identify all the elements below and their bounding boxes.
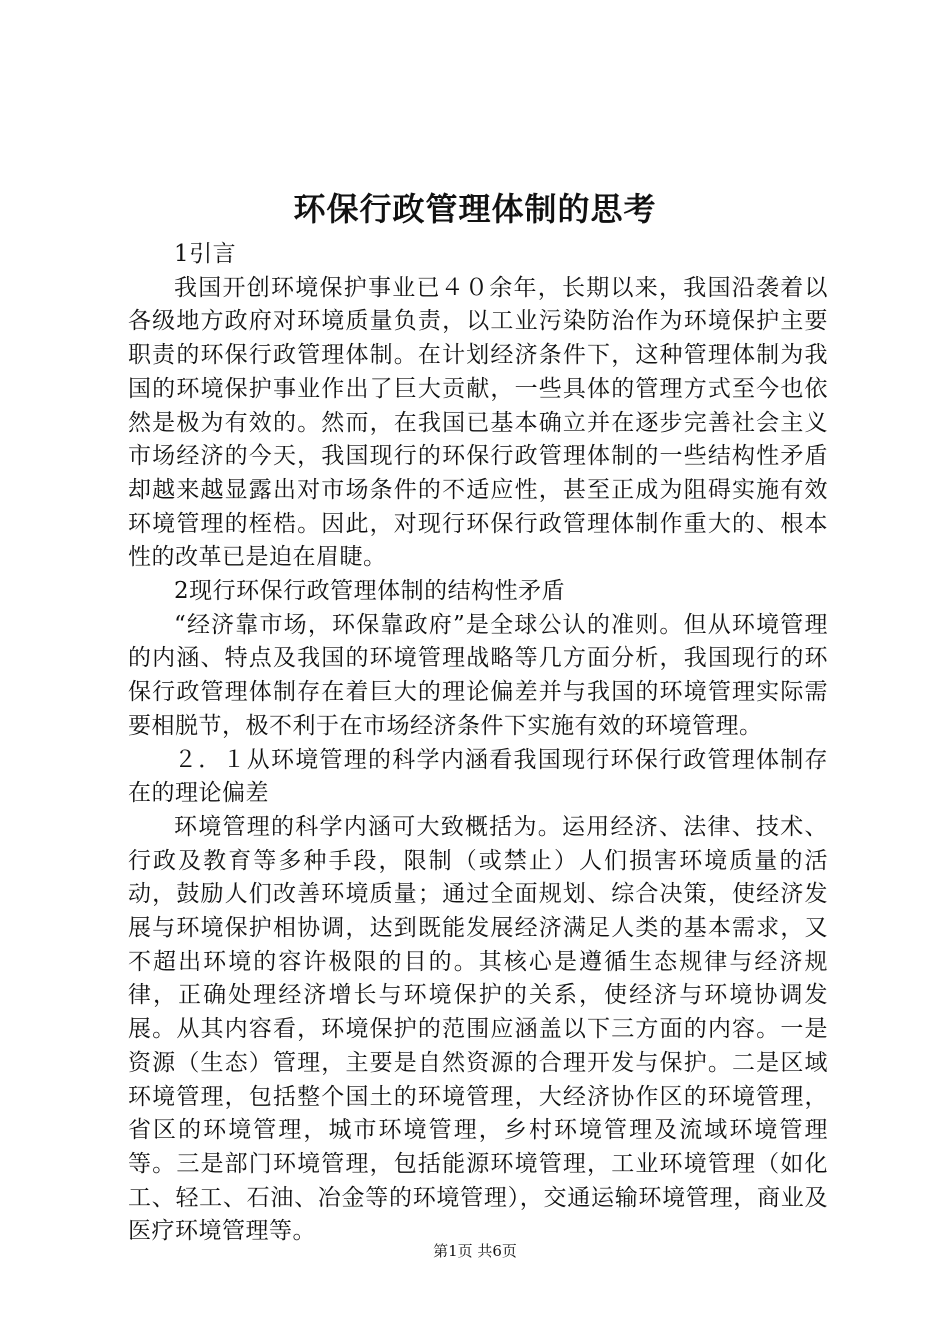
paragraph-environmental-management-connotation: 环境管理的科学内涵可大致概括为。运用经济、法律、技术、行政及教育等多种手段，限制（或禁止）人们损害环境质量的活动，鼓励人们改善环境质量；通过全面规划、综合决策，使经济发展与环境保护相协调，达到既能发展经济满足人类的基本需求，又不超出环境的容许极限的目的。其核心是遵循生态规律与经济规律，正确处理经济增长与环境保护的关系，使经济与环境协调发展。从其内容看，环境保护的范围应涵盖以下三方面的内容。一是资源（生态）管理，主要是自然资源的合理开发与保护。二是区域环境管理，包括整个国土的环境管理，大经济协作区的环境管理，省区的环境管理，城市环境管理，乡村环境管理及流域环境管理等。三是部门环境管理，包括能源环境管理，工业环境管理（如化工、轻工、石油、冶金等的环境管理），交通运输环境管理，商业及医疗环境管理等。: [128, 813, 828, 1245]
section-heading-introduction: 1引言: [174, 241, 237, 267]
section-heading-structural-contradictions: 2现行环保行政管理体制的结构性矛盾: [174, 578, 566, 605]
paragraph-introduction: 我国开创环境保护事业已４０余年，长期以来，我国沿袭着以各级地方政府对环境质量负责，以工业污染防治作为环境保护主要职责的环保行政管理体制。在计划经济条件下，这种管理体制为我国的环境保护事业作出了巨大贡献，一些具体的管理方式至今也依然是极为有效的。然而，在我国已基本确立并在逐步完善社会主义市场经济的今天，我国现行的环保行政管理体制的一些结构性矛盾却越来越显露出对市场条件的不适应性，甚至正成为阻碍实施有效环境管理的桎梏。因此，对现行环保行政管理体制作重大的、根本性的改革已是迫在眉睫。: [128, 274, 828, 571]
page-footer: 第1页 共6页: [433, 1242, 517, 1260]
document-body: [128, 238, 828, 1249]
document-title: 环保行政管理体制的思考: [293, 190, 657, 228]
subsection-heading-theoretical-deviation: ２．１从环境管理的科学内涵看我国现行环保行政管理体制存在的理论偏差: [128, 746, 828, 807]
paragraph-structural-contradictions: “经济靠市场，环保靠政府”是全球公认的准则。但从环境管理的内涵、特点及我国的环境管理战略等几方面分析，我国现行的环保行政管理体制存在着巨大的理论偏差并与我国的环境管理实际需要相脱节，极不利于在市场经济条件下实施有效的环境管理。: [128, 611, 828, 739]
